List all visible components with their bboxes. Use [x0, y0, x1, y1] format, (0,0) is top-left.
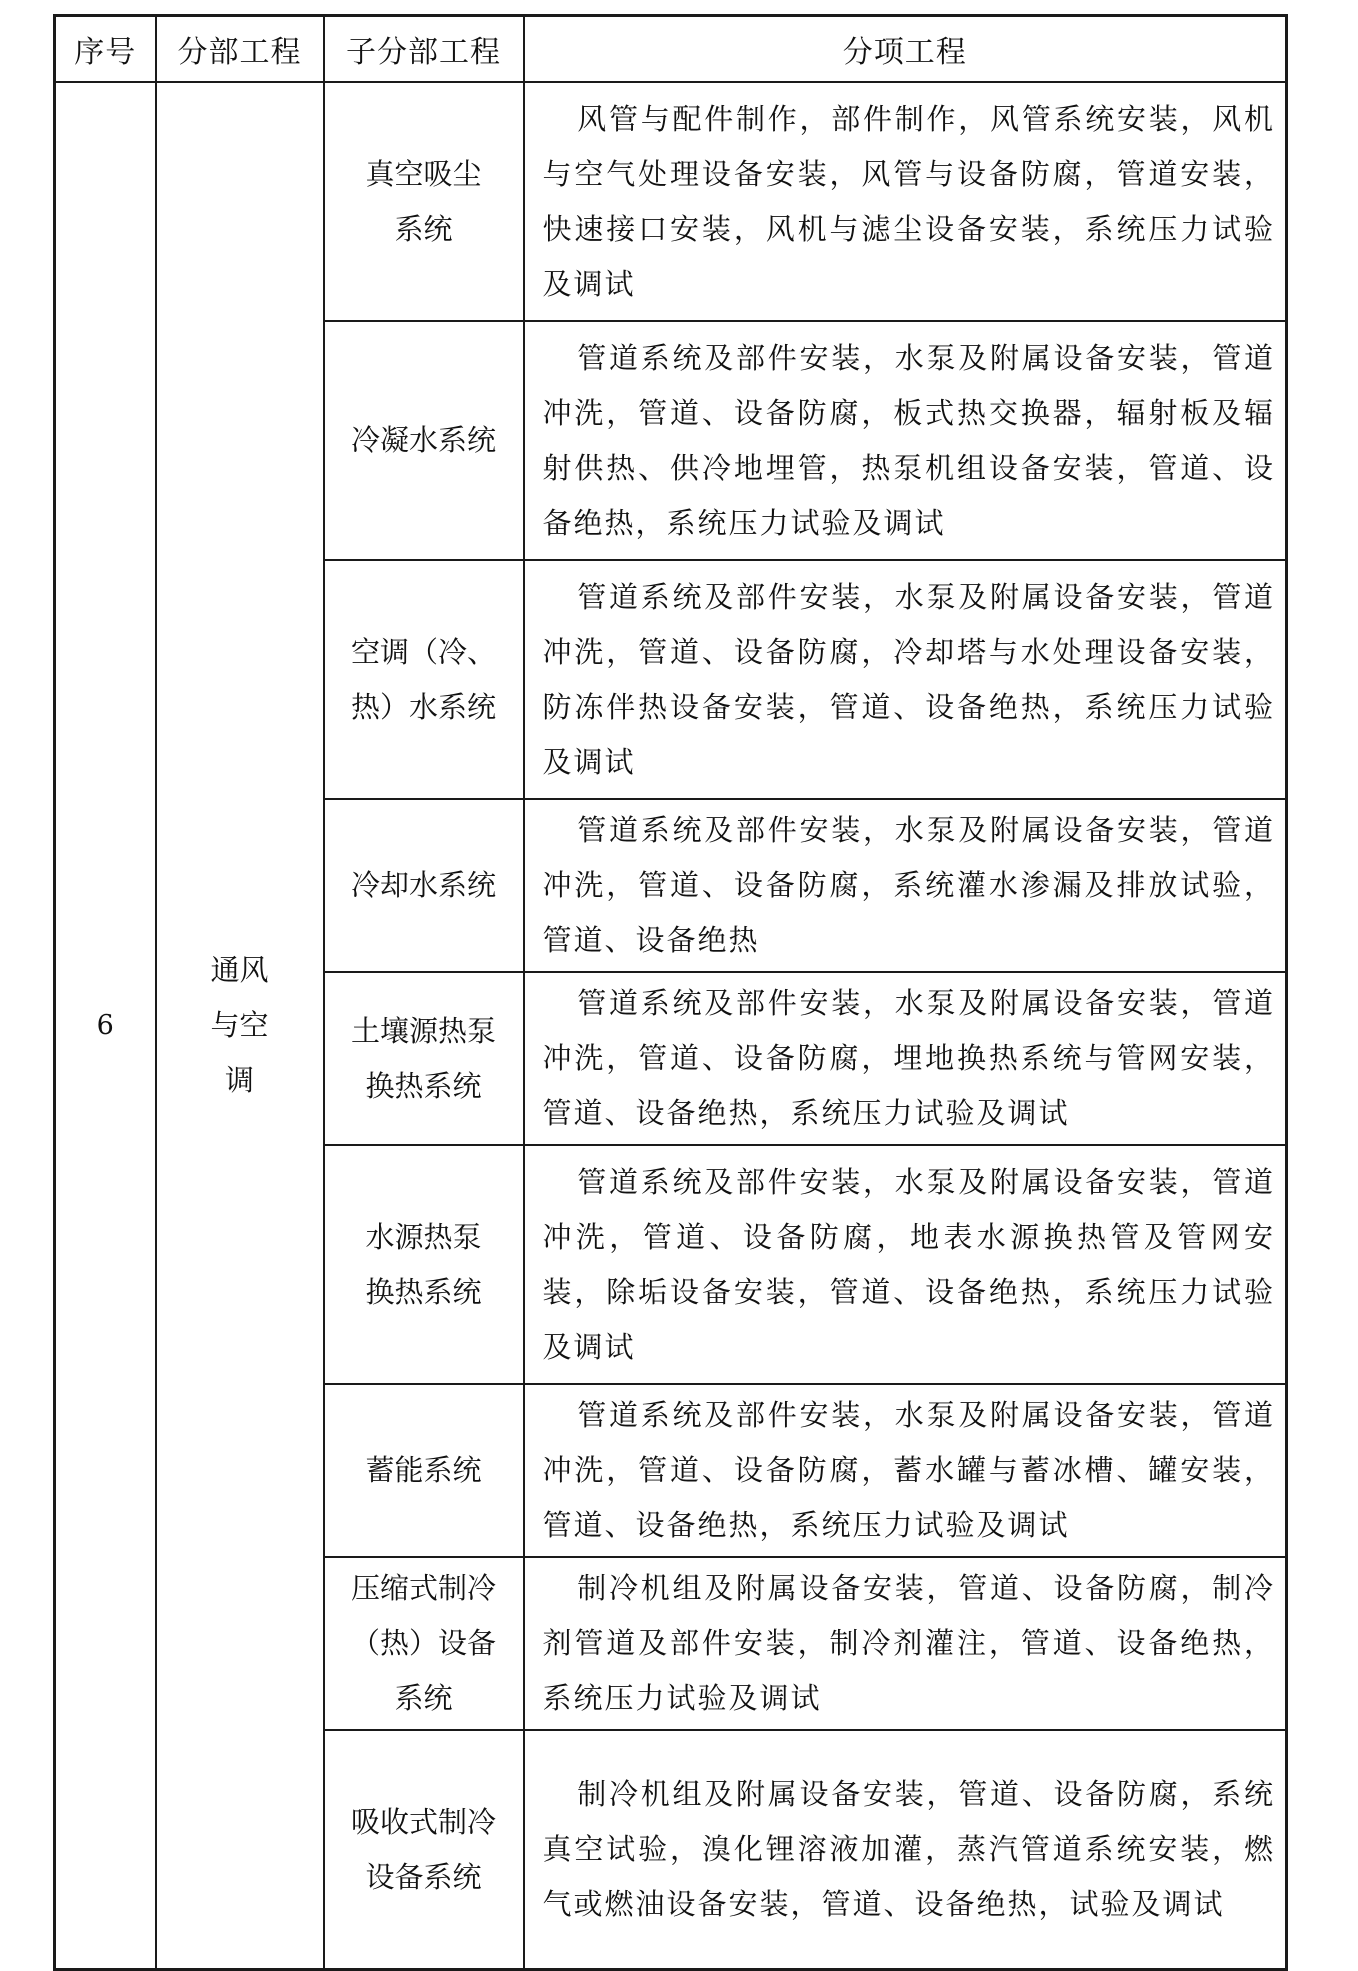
header-row: [55, 16, 1287, 83]
header-subdivision: 子分部工程: [324, 16, 524, 83]
table-body: [55, 82, 1287, 1970]
table-header: [55, 16, 1287, 83]
items-cell: 管道系统及部件安装，水泵及附属设备安装，管道冲洗，管道、设备防腐，蓄水罐与蓄冰槽、罐安装，管道、设备绝热，系统压力试验及调试: [524, 1384, 1287, 1557]
division-cell: [156, 82, 324, 1970]
header-items: 分项工程: [524, 16, 1287, 83]
subdivision-cell: [324, 972, 524, 1145]
items-cell: 制冷机组及附属设备安装，管道、设备防腐，制冷剂管道及部件安装，制冷剂灌注，管道、设备绝热，系统压力试验及调试: [524, 1557, 1287, 1730]
subdivision-cell: [324, 799, 524, 972]
division-name: 通风与空调: [210, 953, 269, 1097]
items-cell: 管道系统及部件安装，水泵及附属设备安装，管道冲洗，管道、设备防腐，板式热交换器，辐射板及辐射供热、供冷地埋管，热泵机组设备安装，管道、设备绝热，系统压力试验及调试: [524, 321, 1287, 560]
table-row: [55, 82, 1287, 321]
subdivision-name: 冷凝水系统: [350, 423, 496, 457]
items-cell: 管道系统及部件安装，水泵及附属设备安装，管道冲洗，管道、设备防腐，冷却塔与水处理设备安装，防冻伴热设备安装，管道、设备绝热，系统压力试验及调试: [524, 560, 1287, 799]
subdivision-cell: [324, 1145, 524, 1384]
subdivision-cell: [324, 82, 524, 321]
subdivision-name: 冷却水系统: [350, 868, 496, 902]
subdivision-cell: [324, 560, 524, 799]
items-cell: 管道系统及部件安装，水泵及附属设备安装，管道冲洗，管道、设备防腐，埋地换热系统与管网安装，管道、设备绝热，系统压力试验及调试: [524, 972, 1287, 1145]
engineering-division-table: [53, 14, 1288, 1971]
header-seq: 序号: [55, 16, 156, 83]
subdivision-cell: [324, 321, 524, 560]
subdivision-name: 土壤源热泵换热系统: [350, 1013, 496, 1103]
subdivision-name: 蓄能系统: [365, 1453, 482, 1487]
seq-cell: 6: [55, 82, 156, 1970]
subdivision-cell: [324, 1384, 524, 1557]
subdivision-name: 吸收式制冷设备系统: [350, 1804, 496, 1894]
subdivision-name: 压缩式制冷（热）设备系统: [350, 1571, 496, 1715]
subdivision-cell: [324, 1557, 524, 1730]
items-cell: 风管与配件制作，部件制作，风管系统安装，风机与空气处理设备安装，风管与设备防腐，管道安装，快速接口安装，风机与滤尘设备安装，系统压力试验及调试: [524, 82, 1287, 321]
header-division: 分部工程: [156, 16, 324, 83]
subdivision-name: 水源热泵换热系统: [365, 1219, 482, 1309]
subdivision-name: 真空吸尘系统: [365, 156, 482, 246]
subdivision-name: 空调（冷、热）水系统: [351, 634, 497, 724]
items-cell: 管道系统及部件安装，水泵及附属设备安装，管道冲洗，管道、设备防腐，系统灌水渗漏及排放试验，管道、设备绝热: [524, 799, 1287, 972]
items-cell: 制冷机组及附属设备安装，管道、设备防腐，系统真空试验，溴化锂溶液加灌，蒸汽管道系统安装，燃气或燃油设备安装，管道、设备绝热，试验及调试: [524, 1730, 1287, 1970]
subdivision-cell: [324, 1730, 524, 1970]
items-cell: 管道系统及部件安装，水泵及附属设备安装，管道冲洗，管道、设备防腐，地表水源换热管及管网安装，除垢设备安装，管道、设备绝热，系统压力试验及调试: [524, 1145, 1287, 1384]
